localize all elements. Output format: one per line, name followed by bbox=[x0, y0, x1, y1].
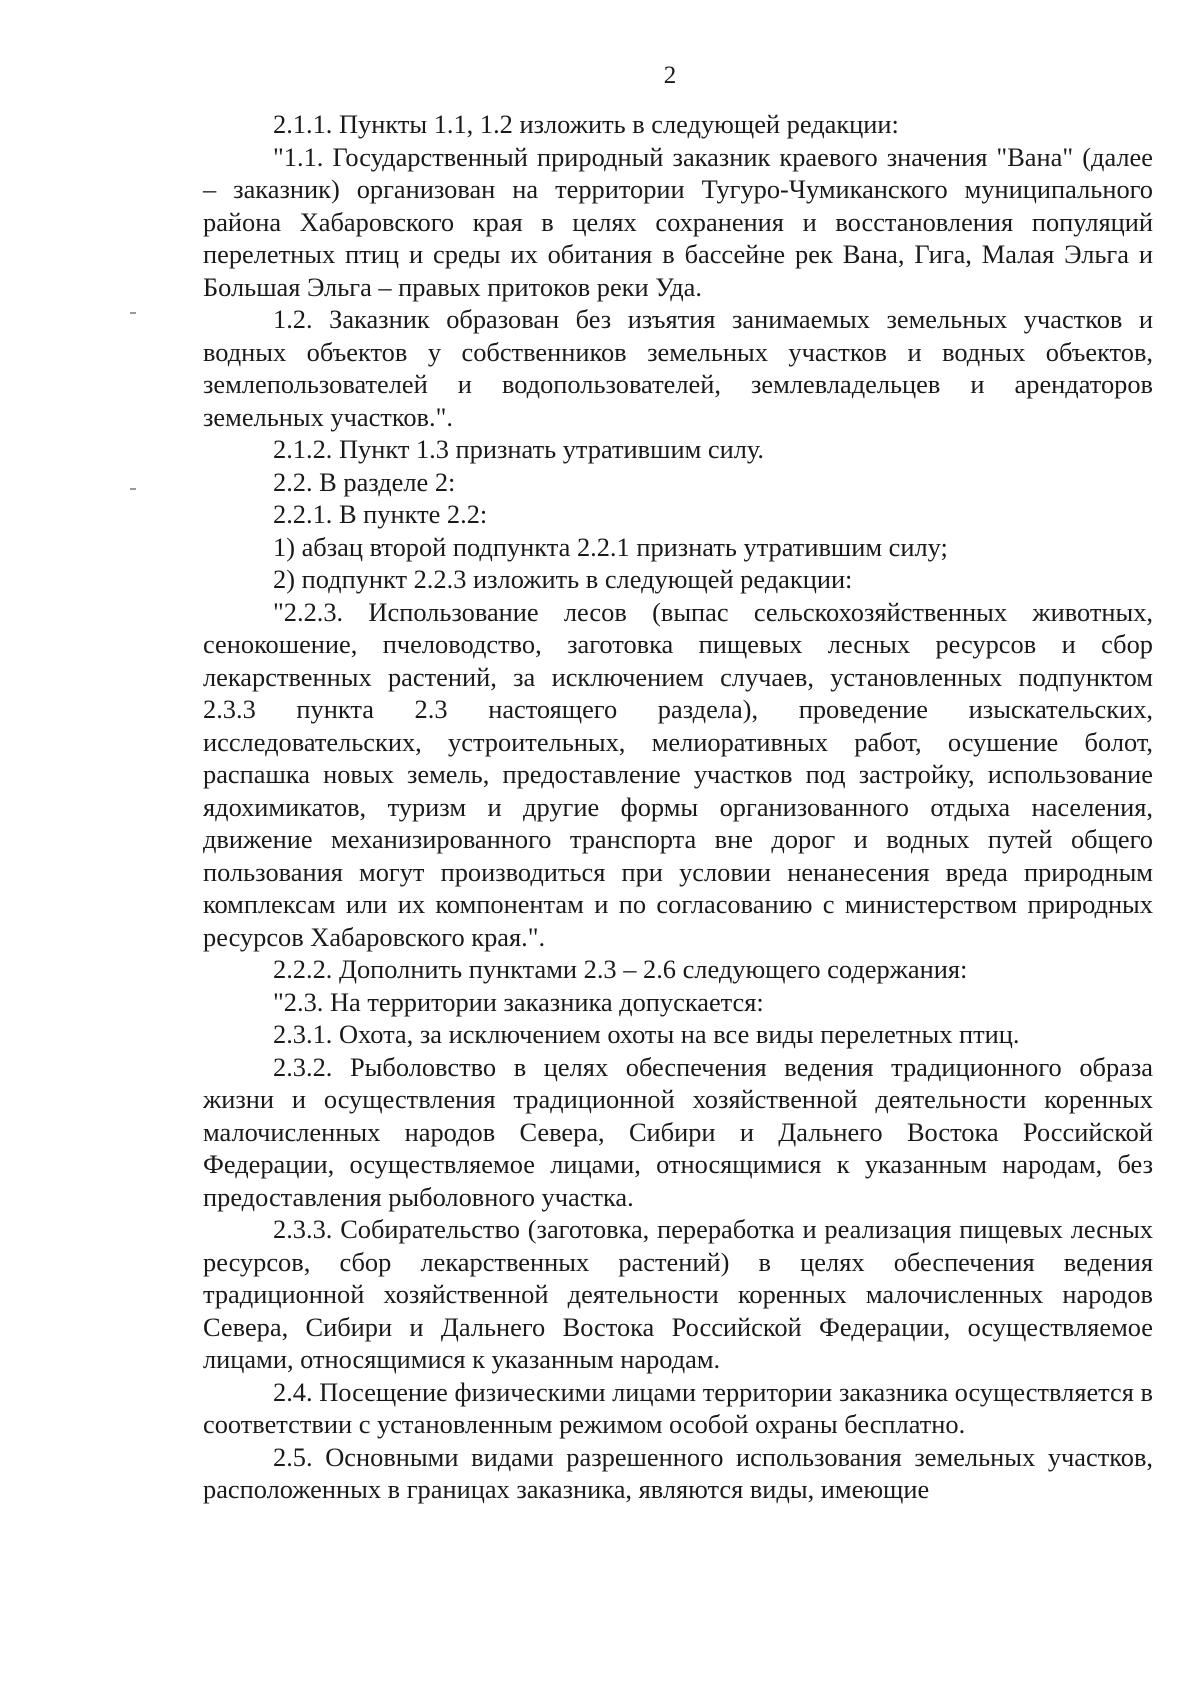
paragraph: 2.3.3. Собирательство (заготовка, переработка и реализация пищевых лесных ресурсов, сбор лекарственных растений) в целях обеспечения ведения традиционной хозяйственной деятельности коренных малочисленных народов Севера, Сибири и Дальнего Востока Российской Федерации, осуществляемое лицами, относящимися к указанным народам. bbox=[203, 1214, 1153, 1374]
margin-mark bbox=[130, 488, 136, 490]
page-number: 2 bbox=[663, 62, 677, 89]
paragraph: 2.3.1. Охота, за исключением охоты на все виды перелетных птиц. bbox=[273, 1019, 1020, 1049]
paragraph: 1.2. Заказник образован без изъятия занимаемых земельных участков и водных объектов у собственников земельных участков и водных объектов, землепользователей и водопользователей, землевладельцев и арендаторов земельных участков.". bbox=[203, 304, 1153, 432]
margin-mark bbox=[130, 312, 136, 314]
document-body bbox=[203, 108, 1153, 1506]
paragraph: 2) подпункт 2.2.3 изложить в следующей редакции: bbox=[273, 564, 853, 594]
paragraph: 2.5. Основными видами разрешенного использования земельных участков, расположенных в границах заказника, являются виды, имеющие bbox=[203, 1441, 1153, 1504]
paragraph: 2.2. В разделе 2: bbox=[273, 466, 456, 497]
paragraph: 2.3.2. Рыболовство в целях обеспечения ведения традиционного образа жизни и осуществления традиционной хозяйственной деятельности коренных малочисленных народов Севера, Сибири и Дальнего Востока Российской Федерации, осуществляемое лицами, относящимися к указанным народам, без предоставления рыболовного участка. bbox=[203, 1051, 1153, 1212]
paragraph: 2.4. Посещение физическими лицами территории заказника осуществляется в соответствии с установленным режимом особой охраны бесплатно. bbox=[203, 1376, 1153, 1439]
paragraph: 2.1.2. Пункт 1.3 признать утратившим силу. bbox=[273, 434, 765, 464]
paragraph: 2.2.1. В пункте 2.2: bbox=[273, 499, 488, 529]
paragraph: 1) абзац второй подпункта 2.2.1 признать утратившим силу; bbox=[273, 531, 948, 562]
paragraph: 2.2.2. Дополнить пунктами 2.3 – 2.6 следующего содержания: bbox=[273, 954, 968, 984]
paragraph: "2.3. На территории заказника допускается: bbox=[273, 986, 764, 1017]
paragraph: "2.2.3. Использование лесов (выпас сельскохозяйственных животных, сенокошение, пчеловодство, заготовка пищевых лесных ресурсов и сбор лекарственных растений, за исключением случаев, установленных подпунктом 2.3.3 пункта 2.3 настоящего раздела), проведение изыскательских, исследовательских, устроительных, мелиоративных работ, осушение болот, распашка новых земель, предоставление участков под застройку, использование ядохимикатов, туризм и другие формы организованного отдыха населения, движение механизированного транспорта вне дорог и водных путей общего пользования могут производиться при условии ненанесения вреда природным комплексам или их компонентам и по согласованию с министерством природных ресурсов Хабаровского края.". bbox=[203, 596, 1153, 952]
paragraph: "1.1. Государственный природный заказник краевого значения "Вана" (далее – заказник) организован на территории Тугуро-Чумиканского муниципального района Хабаровского края в целях сохранения и восстановления популяций перелетных птиц и среды их обитания в бассейне рек Вана, Гига, Малая Эльга и Большая Эльга – правых притоков реки Уда. bbox=[203, 141, 1153, 302]
paragraph: 2.1.1. Пункты 1.1, 1.2 изложить в следующей редакции: bbox=[273, 109, 899, 139]
